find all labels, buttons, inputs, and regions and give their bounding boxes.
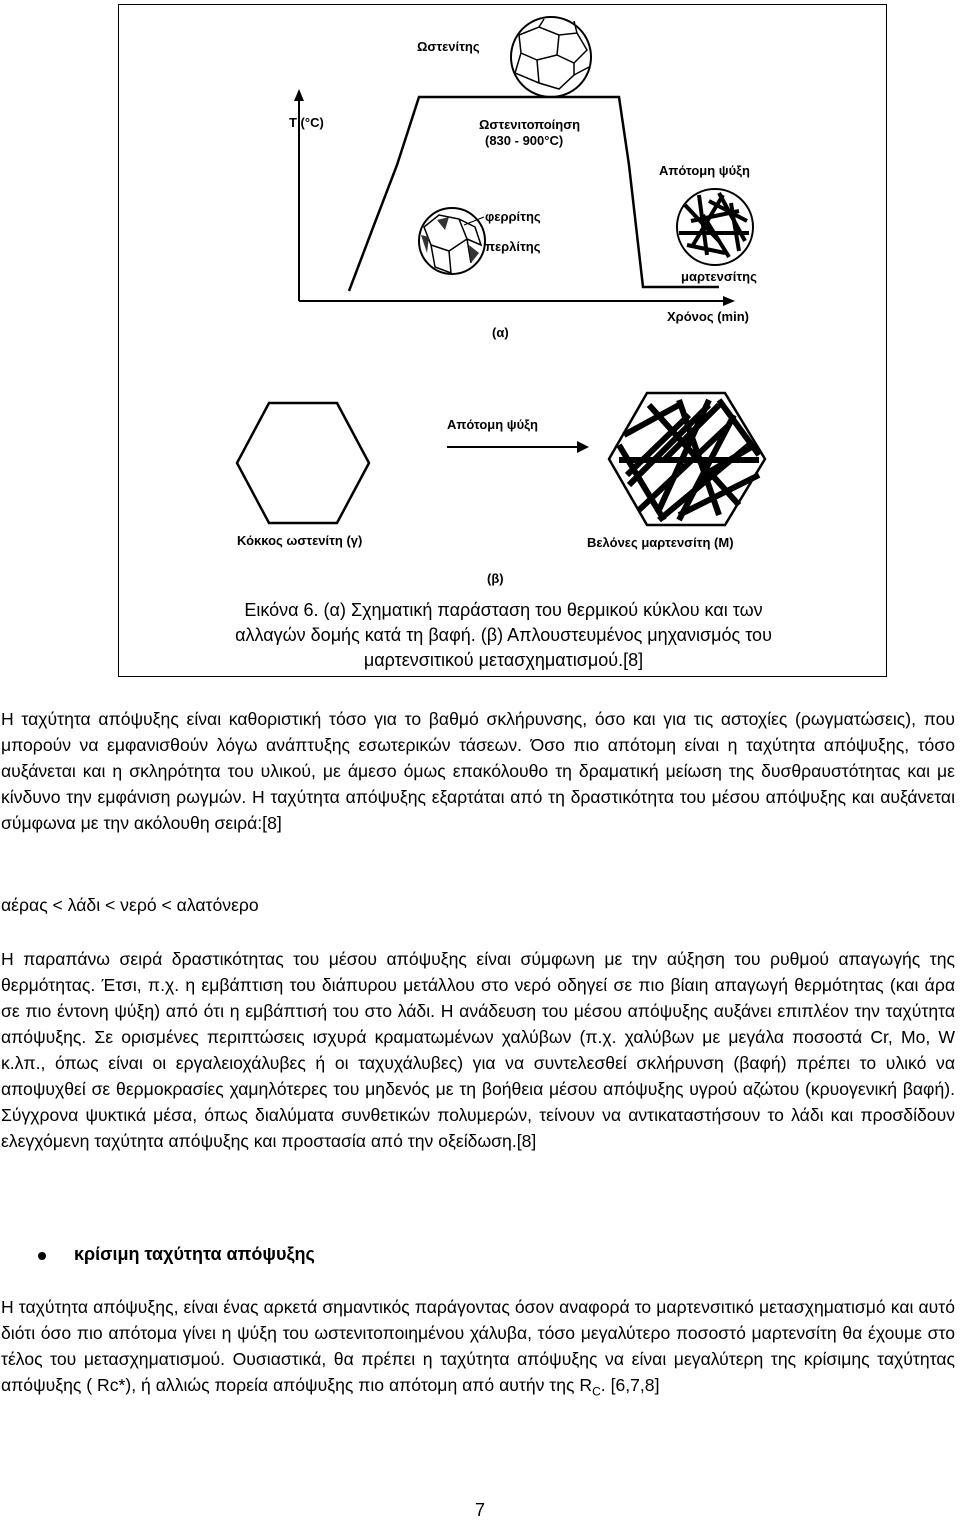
martensite-label: μαρτενσίτης bbox=[681, 269, 757, 284]
austenite-grain-hexagon bbox=[237, 403, 369, 523]
grain-label: Κόκκος ωστενίτη (γ) bbox=[237, 533, 363, 548]
paragraph-critical-rate bbox=[1, 1294, 955, 1405]
martensite-needles-hexagon bbox=[609, 393, 765, 525]
caption-line-3: μαρτενσιτικού μετασχηματισμού.[8] bbox=[363, 650, 644, 670]
part-b-label: (β) bbox=[487, 571, 504, 586]
paragraph-quench-rate: Η ταχύτητα απόψυξης είναι καθοριστική τόσο για το βαθμό σκλήρυνσης, όσο και για τις αστοχίες (ρωγματώσεις), που μπορούν να εμφανισθούν λόγω ανάπτυξης εσωτερικών τάσεων. Όσο πιο απότομη είναι η ταχύτητα απόψυξης, τόσο αυξάνεται και η σκληρότητα του υλικού, με άμεσο όμως επακόλουθο τη δραματική μείωση της δυσθραυστότητας και με κίνδυνο την εμφάνιση ρωγμών. Η ταχύτητα απόψυξης εξαρτάται από τη δραστικότητα του μέσου απόψυξης και αυξάνεται σύμφωνα με την ακόλουθη σειρά:[8] bbox=[1, 709, 955, 833]
caption-line-1: Εικόνα 6. (α) Σχηματική παράσταση του θερμικού κύκλου και των bbox=[244, 600, 763, 620]
needles-label: Βελόνες μαρτενσίτη (M) bbox=[587, 535, 734, 550]
ferrite-label: φερρίτης bbox=[485, 209, 541, 224]
critical-rate-text: Η ταχύτητα απόψυξης, είναι ένας αρκετά σημαντικός παράγοντας όσον αναφορά το μαρτενσιτικό μετασχηματισμό και αυτό διότι όσο πιο απότομα γίνει η ψύξη του ωστενιτοποιημένου χάλυβα, τόσο μεγαλύτερο ποσοστό μαρτενσίτη θα έχουμε στο τέλος του μετασχηματισμού. Ουσιαστικά, θα πρέπει η ταχύτητα απόψυξης να είναι μεγαλύτερη της κρίσιμης ταχύτητας απόψυξης ( Rc*), ή αλλιώς πορεία απόψυξης πιο απότομη από αυτήν της R bbox=[1, 1297, 955, 1395]
quench-label-b: Απότομη ψύξη bbox=[447, 417, 538, 432]
t-axis-label: T (°C) bbox=[289, 115, 324, 130]
page-number: 7 bbox=[474, 1500, 485, 1520]
figure-frame bbox=[118, 4, 887, 677]
martensite-grain-icon bbox=[677, 189, 753, 265]
figure-diagram bbox=[119, 5, 888, 678]
austenite-label: Ωστενίτης bbox=[417, 39, 480, 54]
critical-rate-subscript: C bbox=[592, 1384, 601, 1399]
paragraph-media-order: αέρας < λάδι < νερό < αλατόνερο bbox=[1, 895, 259, 915]
caption-line-2: αλλαγών δομής κατά τη βαφή. (β) Απλουστευμένος μηχανισμός του bbox=[235, 625, 772, 645]
figure-caption bbox=[119, 598, 888, 673]
bullet-icon bbox=[38, 1252, 46, 1260]
section-heading-critical-rate: κρίσιμη ταχύτητα απόψυξης bbox=[74, 1244, 315, 1264]
ferrite-pearlite-grain-icon bbox=[419, 208, 485, 274]
paragraph-media-effect: Η παραπάνω σειρά δραστικότητας του μέσου απόψυξης είναι σύμφωνη με την αύξηση του ρυθμού απαγωγής της θερμότητας. Έτσι, π.χ. η εμβάπτιση του διάπυρου μετάλλου στο νερό οδηγεί σε πιο βίαιη απαγωγή θερμότητας (και άρα σε πιο έντονη ψύξη) από ότι η εμβάπτισή του στο λάδι. Η ανάδευση του μέσου απόψυξης αυξάνει επιπλέον την ταχύτητα απόψυξης. Σε ορισμένες περιπτώσεις ισχυρά κραματωμένων χαλύβων (π.χ. χαλύβων με μεγάλα ποσοστά Cr, Mo, W κ.λπ., όπως είναι οι εργαλειοχάλυβες ή οι ταχυχάλυβες) για να συντελεσθεί σκλήρυνση (βαφή) πρέπει το υλικό να αποψυχθεί σε θερμοκρασίες χαμηλότερες του μηδενός με τη βοήθεια μέσου απόψυξης υγρού αζώτου (κρυογενική βαφή). Σύγχρονα ψυκτικά μέσα, όπως διαλύματα συνθετικών πολυμερών, τείνουν να αντικαταστήσουν το λάδι και προσδίδουν ελεγχόμενη ταχύτητα απόψυξης και προστασία από την οξείδωση.[8] bbox=[1, 949, 955, 1151]
part-a-label: (α) bbox=[492, 325, 509, 340]
quench-label-a: Απότομη ψύξη bbox=[659, 163, 750, 178]
pearlite-label: περλίτης bbox=[485, 239, 541, 254]
austenitization-range: (830 - 900°C) bbox=[485, 133, 564, 148]
austenite-grain-icon bbox=[511, 17, 591, 97]
time-axis-label: Χρόνος (min) bbox=[667, 309, 749, 324]
critical-rate-refs: . [6,7,8] bbox=[600, 1375, 660, 1395]
austenitization-label: Ωστενιτοποίηση bbox=[479, 117, 581, 132]
